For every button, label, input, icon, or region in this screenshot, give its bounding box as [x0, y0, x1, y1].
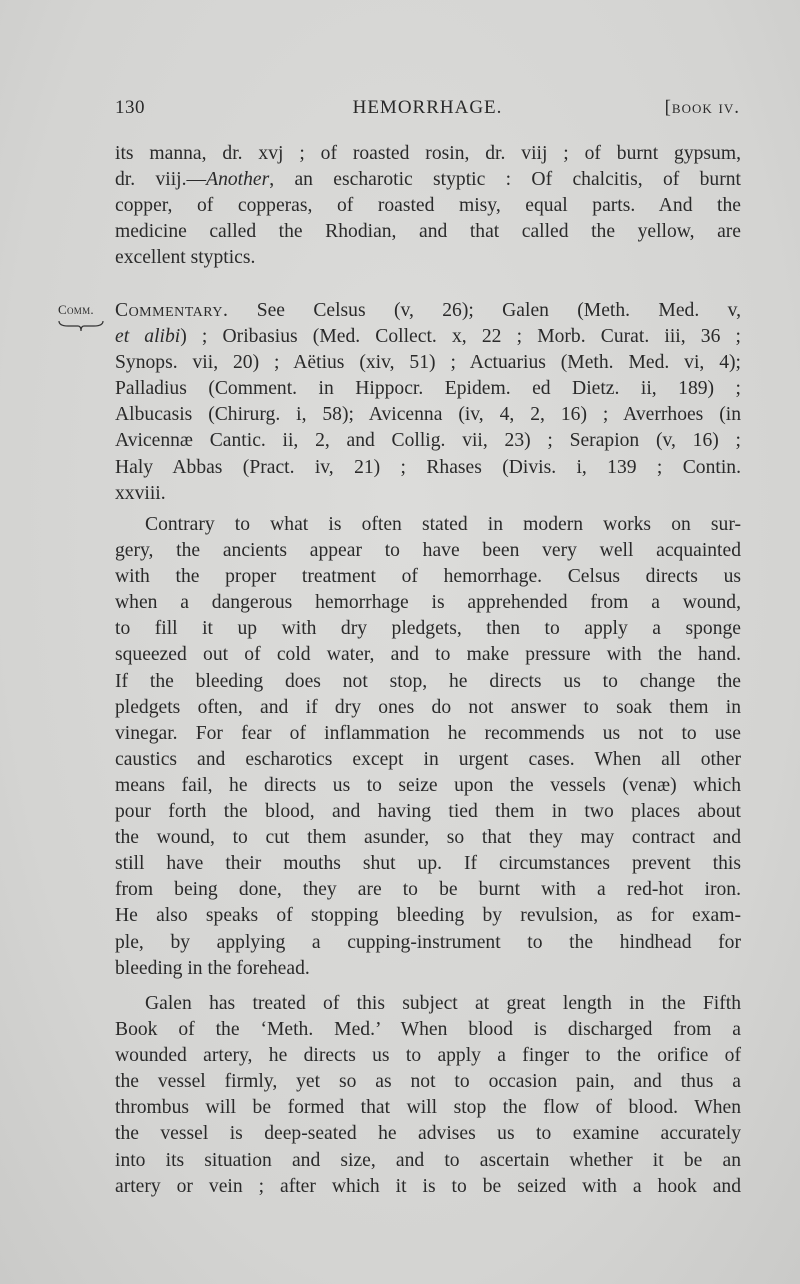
italic-term: et alibi — [115, 326, 181, 348]
paragraph-recipe — [115, 141, 741, 271]
text-line — [115, 298, 741, 324]
text-line: squeezed out of cold water, and to make pressure with the hand. — [115, 644, 741, 666]
text-line: the wound, to cut them asunder, so that they may contract and — [115, 827, 741, 849]
text-line: when a dangerous hemorrhage is apprehended from a wound, — [115, 592, 741, 614]
text-line: its manna, dr. xvj ; of roasted rosin, dr. viij ; of burnt gypsum, — [115, 143, 741, 164]
text-line: wounded artery, he directs us to apply a finger to the orifice of — [115, 1045, 741, 1067]
text-line: xxviii. — [115, 482, 166, 504]
text-line: Synops. vii, 20) ; Aëtius (xiv, 51) ; Actuarius (Meth. Med. vi, 4); — [115, 352, 741, 374]
text-line: from being done, they are to be burnt with a red-hot iron. — [115, 879, 741, 901]
paragraph-celsus — [115, 512, 741, 982]
commentary-label: Commentary. — [115, 300, 229, 321]
text-line: Haly Abbas (Pract. iv, 21) ; Rhases (Divis. i, 139 ; Contin. — [115, 456, 741, 478]
italic-term: Another — [206, 169, 270, 191]
text-line: excellent styptics. — [115, 247, 256, 269]
text-line: vinegar. For fear of inflammation he recommends us not to use — [115, 722, 741, 744]
running-header — [115, 97, 740, 121]
running-title: HEMORRHAGE. — [352, 97, 503, 118]
text-line: If the bleeding does not stop, he directs us to change the — [115, 670, 741, 692]
text-line: Palladius (Comment. in Hippocr. Epidem. ed Dietz. ii, 189) ; — [115, 378, 741, 400]
text-line: copper, of copperas, of roasted misy, equal parts. And the — [115, 195, 741, 217]
text-line: means fail, he directs us to seize upon the vessels (venæ) which — [115, 774, 741, 796]
margin-note: Comm. — [58, 302, 94, 317]
page-number: 130 — [115, 97, 145, 118]
text-line: into its situation and size, and to ascertain whether it be an — [115, 1149, 741, 1171]
text-line: et alibi) ; Oribasius (Med. Collect. x, 22 ; Morb. Curat. iii, 36 ; — [115, 326, 741, 348]
text-line: gery, the ancients appear to have been very well acquainted — [115, 540, 741, 562]
text-line: bleeding in the forehead. — [115, 957, 310, 979]
text-line: thrombus will be formed that will stop the flow of blood. When — [115, 1097, 741, 1119]
text-line: to fill it up with dry pledgets, then to apply a sponge — [115, 618, 741, 640]
paragraph-commentary — [115, 298, 741, 507]
paragraph-galen — [115, 991, 741, 1200]
text-line: medicine called the Rhodian, and that called the yellow, are — [115, 221, 741, 243]
book-reference: [book iv. — [664, 97, 740, 118]
text-line: He also speaks of stopping bleeding by revulsion, as for exam- — [115, 905, 741, 927]
text-line: the vessel firmly, yet so as not to occasion pain, and thus a — [115, 1071, 741, 1093]
text-line: artery or vein ; after which it is to be seized with a hook and — [115, 1175, 741, 1197]
text-line: still have their mouths shut up. If circumstances prevent this — [115, 853, 741, 875]
text-line: with the proper treatment of hemorrhage. Celsus directs us — [115, 566, 741, 588]
text-line: ple, by applying a cupping-instrument to the hindhead for — [115, 931, 741, 953]
text-line: Book of the ‘Meth. Med.’ When blood is discharged from a — [115, 1019, 741, 1041]
text-line: Avicennæ Cantic. ii, 2, and Collig. vii, 23) ; Serapion (v, 16) ; — [115, 430, 741, 452]
text-line: dr. viij.—Another, an escharotic styptic : Of chalcitis, of burnt — [115, 169, 741, 191]
text-line: Galen has treated of this subject at great length in the Fifth — [145, 993, 741, 1014]
text-line: the vessel is deep-seated he advises us to examine accurately — [115, 1123, 741, 1145]
text-line: Albucasis (Chirurg. i, 58); Avicenna (iv, 4, 2, 16) ; Averrhoes (in — [115, 404, 741, 426]
margin-brace — [58, 320, 104, 332]
text-line: pour forth the blood, and having tied them in two places about — [115, 801, 741, 823]
commentary-first-line: See Celsus (v, 26); Galen (Meth. Med. v, — [228, 300, 741, 321]
text-line: Contrary to what is often stated in modern works on sur- — [145, 514, 741, 535]
text-line: pledgets often, and if dry ones do not answer to soak them in — [115, 696, 741, 718]
text-line: caustics and escharotics except in urgent cases. When all other — [115, 748, 741, 770]
